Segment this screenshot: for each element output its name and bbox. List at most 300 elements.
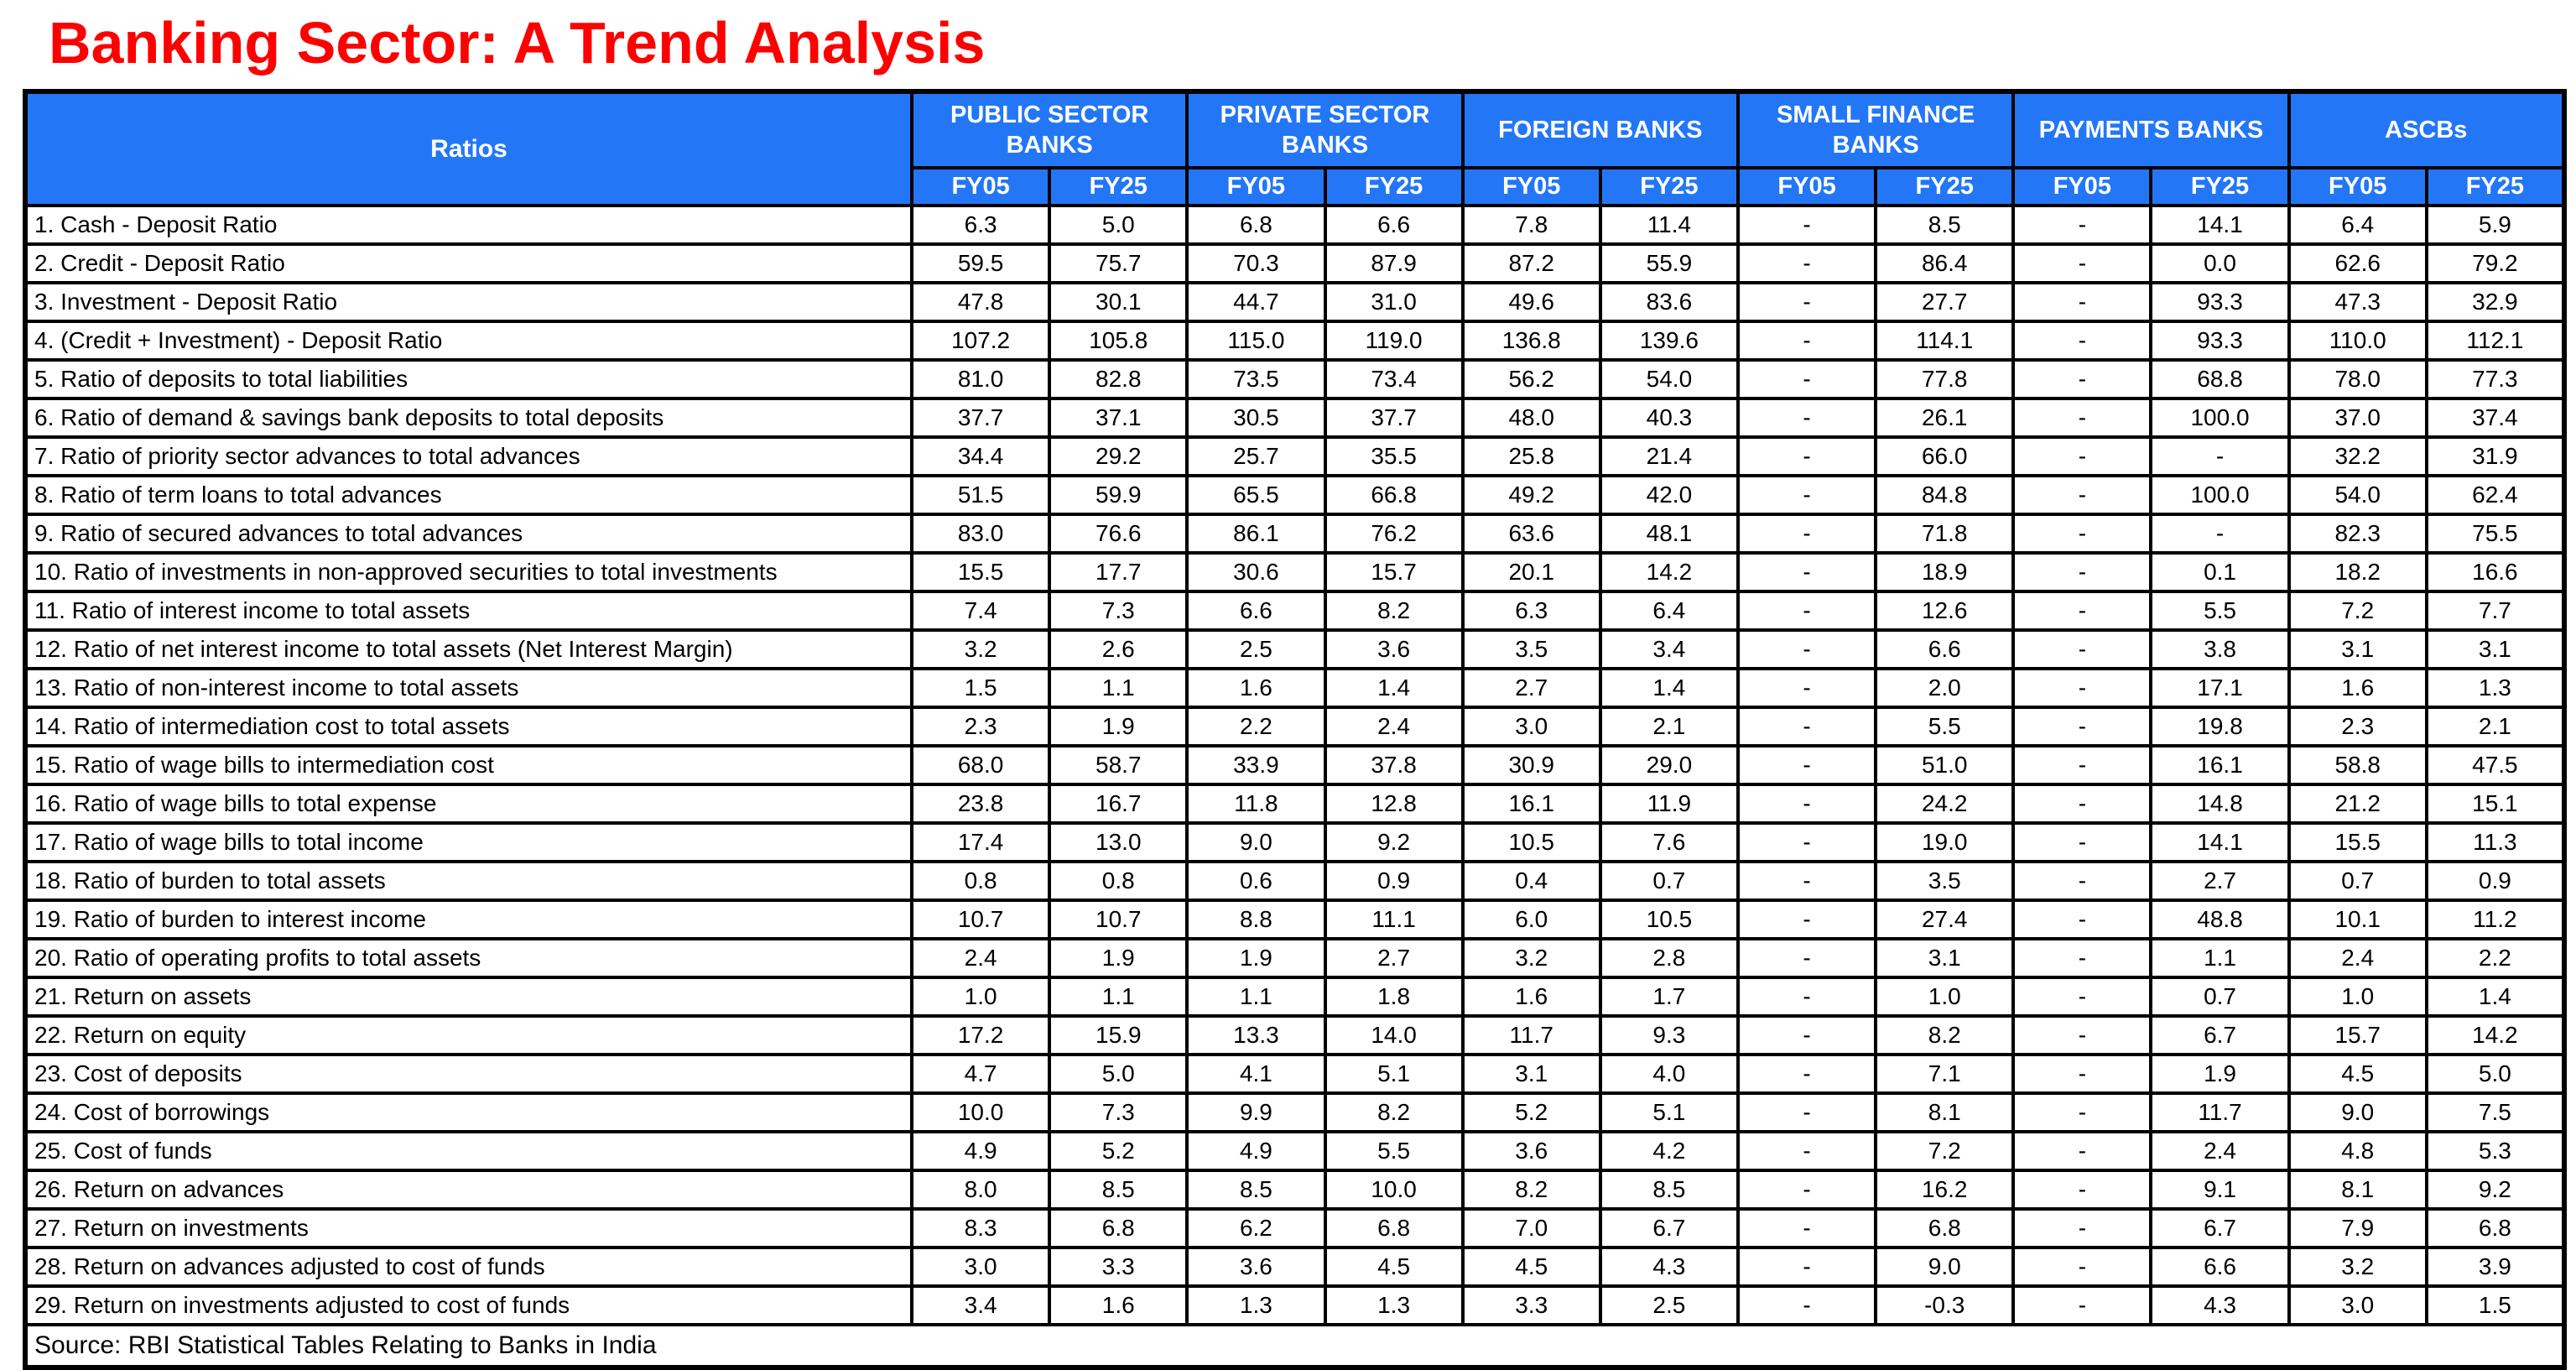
value-cell: 1.5 (2427, 1286, 2564, 1325)
value-cell: 11.9 (1600, 784, 1738, 823)
value-cell: 4.2 (1600, 1132, 1738, 1170)
row-label: 28. Return on advances adjusted to cost of funds (25, 1248, 912, 1286)
value-cell: 3.6 (1187, 1248, 1324, 1286)
value-cell: 4.1 (1187, 1055, 1324, 1093)
year-header: FY25 (1876, 168, 2013, 206)
value-cell: - (1738, 514, 1876, 553)
value-cell: 4.5 (1325, 1248, 1463, 1286)
value-cell: 18.2 (2289, 553, 2427, 591)
year-header: FY25 (1325, 168, 1463, 206)
value-cell: - (1738, 321, 1876, 360)
value-cell: 6.4 (1600, 591, 1738, 630)
value-cell: 8.5 (1876, 206, 2013, 244)
value-cell: 105.8 (1049, 321, 1187, 360)
value-cell: 3.0 (912, 1248, 1049, 1286)
value-cell: 40.3 (1600, 398, 1738, 437)
value-cell: 15.9 (1049, 1016, 1187, 1055)
value-cell: 84.8 (1876, 476, 2013, 514)
value-cell: 1.1 (1049, 669, 1187, 707)
value-cell: - (2013, 1248, 2151, 1286)
value-cell: 3.8 (2151, 630, 2288, 669)
page (0, 10, 2576, 1359)
value-cell: 31.0 (1325, 283, 1463, 321)
value-cell: 4.9 (912, 1132, 1049, 1170)
value-cell: 7.4 (912, 591, 1049, 630)
value-cell: - (2013, 1016, 2151, 1055)
value-cell: 1.9 (1049, 939, 1187, 977)
value-cell: 3.1 (1463, 1055, 1600, 1093)
value-cell: 1.1 (1049, 977, 1187, 1016)
value-cell: 14.2 (2427, 1016, 2564, 1055)
value-cell: - (1738, 244, 1876, 283)
value-cell: 29.0 (1600, 746, 1738, 784)
value-cell: 4.8 (2289, 1132, 2427, 1170)
value-cell: 2.2 (1187, 707, 1324, 746)
value-cell: 30.6 (1187, 553, 1324, 591)
value-cell: - (2013, 977, 2151, 1016)
value-cell: 1.0 (912, 977, 1049, 1016)
table-row (25, 1248, 2564, 1286)
value-cell: 37.7 (912, 398, 1049, 437)
source-note: Source: RBI Statistical Tables Relating to Banks in India (25, 1325, 2564, 1367)
row-label: 13. Ratio of non-interest income to total assets (25, 669, 912, 707)
value-cell: 48.1 (1600, 514, 1738, 553)
value-cell: 3.5 (1876, 862, 2013, 900)
value-cell: - (2013, 862, 2151, 900)
value-cell: 2.0 (1876, 669, 2013, 707)
value-cell: - (2013, 360, 2151, 398)
value-cell: 3.2 (912, 630, 1049, 669)
table-row (25, 398, 2564, 437)
value-cell: 2.4 (2151, 1132, 2288, 1170)
value-cell: 6.3 (1463, 591, 1600, 630)
value-cell: - (2013, 1093, 2151, 1132)
value-cell: 9.2 (1325, 823, 1463, 862)
value-cell: 17.4 (912, 823, 1049, 862)
value-cell: 4.0 (1600, 1055, 1738, 1093)
value-cell: 14.8 (2151, 784, 2288, 823)
value-cell: 47.8 (912, 283, 1049, 321)
table-row (25, 1055, 2564, 1093)
value-cell: 6.7 (2151, 1016, 2288, 1055)
value-cell: 58.7 (1049, 746, 1187, 784)
value-cell: - (1738, 1093, 1876, 1132)
value-cell: 3.1 (2289, 630, 2427, 669)
value-cell: 5.3 (2427, 1132, 2564, 1170)
value-cell: 1.9 (1049, 707, 1187, 746)
value-cell: 139.6 (1600, 321, 1738, 360)
value-cell: 7.5 (2427, 1093, 2564, 1132)
value-cell: 32.2 (2289, 437, 2427, 476)
value-cell: 9.1 (2151, 1170, 2288, 1209)
group-header: PRIVATE SECTOR BANKS (1187, 91, 1462, 168)
value-cell: 18.9 (1876, 553, 2013, 591)
value-cell: - (2013, 1170, 2151, 1209)
row-label: 27. Return on investments (25, 1209, 912, 1248)
table-row (25, 1209, 2564, 1248)
table-row (25, 900, 2564, 939)
value-cell: 6.2 (1187, 1209, 1324, 1248)
value-cell: 25.8 (1463, 437, 1600, 476)
value-cell: 76.2 (1325, 514, 1463, 553)
value-cell: 13.0 (1049, 823, 1187, 862)
value-cell: 2.1 (1600, 707, 1738, 746)
value-cell: 4.3 (1600, 1248, 1738, 1286)
value-cell: 65.5 (1187, 476, 1324, 514)
value-cell: 11.3 (2427, 823, 2564, 862)
value-cell: 5.9 (2427, 206, 2564, 244)
value-cell: 115.0 (1187, 321, 1324, 360)
value-cell: 2.4 (1325, 707, 1463, 746)
table-row (25, 476, 2564, 514)
value-cell: 6.7 (2151, 1209, 2288, 1248)
value-cell: 42.0 (1600, 476, 1738, 514)
value-cell: 136.8 (1463, 321, 1600, 360)
value-cell: 32.9 (2427, 283, 2564, 321)
value-cell: 23.8 (912, 784, 1049, 823)
value-cell: 73.4 (1325, 360, 1463, 398)
value-cell: 6.6 (1325, 206, 1463, 244)
value-cell: 15.5 (912, 553, 1049, 591)
value-cell: -0.3 (1876, 1286, 2013, 1325)
table-body (25, 206, 2564, 1325)
value-cell: 59.5 (912, 244, 1049, 283)
value-cell: - (2013, 707, 2151, 746)
value-cell: 76.6 (1049, 514, 1187, 553)
row-label: 16. Ratio of wage bills to total expense (25, 784, 912, 823)
source-row (25, 1325, 2564, 1367)
row-label: 22. Return on equity (25, 1016, 912, 1055)
value-cell: 31.9 (2427, 437, 2564, 476)
row-label: 19. Ratio of burden to interest income (25, 900, 912, 939)
value-cell: 110.0 (2289, 321, 2427, 360)
table-row (25, 437, 2564, 476)
value-cell: 8.8 (1187, 900, 1324, 939)
value-cell: - (1738, 206, 1876, 244)
value-cell: 5.0 (2427, 1055, 2564, 1093)
value-cell: 58.8 (2289, 746, 2427, 784)
group-header: PUBLIC SECTOR BANKS (912, 91, 1187, 168)
value-cell: 93.3 (2151, 283, 2288, 321)
value-cell: 15.7 (2289, 1016, 2427, 1055)
value-cell: 2.2 (2427, 939, 2564, 977)
value-cell: 1.0 (2289, 977, 2427, 1016)
row-label: 4. (Credit + Investment) - Deposit Ratio (25, 321, 912, 360)
year-header: FY05 (1738, 168, 1876, 206)
value-cell: 19.0 (1876, 823, 2013, 862)
value-cell: 1.6 (1463, 977, 1600, 1016)
value-cell: 35.5 (1325, 437, 1463, 476)
value-cell: 11.2 (2427, 900, 2564, 939)
value-cell: 87.9 (1325, 244, 1463, 283)
value-cell: - (1738, 553, 1876, 591)
value-cell: 48.8 (2151, 900, 2288, 939)
value-cell: 7.7 (2427, 591, 2564, 630)
value-cell: 10.0 (912, 1093, 1049, 1132)
value-cell: - (1738, 630, 1876, 669)
value-cell: 44.7 (1187, 283, 1324, 321)
value-cell: 7.6 (1600, 823, 1738, 862)
value-cell: 20.1 (1463, 553, 1600, 591)
value-cell: - (2013, 321, 2151, 360)
value-cell: 5.0 (1049, 1055, 1187, 1093)
value-cell: 1.3 (1187, 1286, 1324, 1325)
value-cell: - (1738, 476, 1876, 514)
value-cell: 83.0 (912, 514, 1049, 553)
value-cell: 0.8 (1049, 862, 1187, 900)
value-cell: 86.1 (1187, 514, 1324, 553)
value-cell: - (1738, 1209, 1876, 1248)
year-header: FY25 (2427, 168, 2564, 206)
ratios-column-header: Ratios (25, 91, 912, 206)
value-cell: 0.8 (912, 862, 1049, 900)
value-cell: - (1738, 707, 1876, 746)
value-cell: - (1738, 398, 1876, 437)
value-cell: 5.5 (2151, 591, 2288, 630)
table-header (25, 91, 2564, 206)
row-label: 24. Cost of borrowings (25, 1093, 912, 1132)
value-cell: 17.7 (1049, 553, 1187, 591)
value-cell: 14.2 (1600, 553, 1738, 591)
value-cell: 29.2 (1049, 437, 1187, 476)
value-cell: 7.3 (1049, 1093, 1187, 1132)
value-cell: 14.1 (2151, 206, 2288, 244)
header-row-groups (25, 91, 2564, 168)
value-cell: 7.1 (1876, 1055, 2013, 1093)
table-row (25, 244, 2564, 283)
value-cell: 51.0 (1876, 746, 2013, 784)
value-cell: 19.8 (2151, 707, 2288, 746)
value-cell: 26.1 (1876, 398, 2013, 437)
value-cell: 3.1 (2427, 630, 2564, 669)
value-cell: 5.1 (1600, 1093, 1738, 1132)
value-cell: 14.0 (1325, 1016, 1463, 1055)
value-cell: 56.2 (1463, 360, 1600, 398)
value-cell: 17.1 (2151, 669, 2288, 707)
value-cell: 37.7 (1325, 398, 1463, 437)
value-cell: 62.6 (2289, 244, 2427, 283)
row-label: 1. Cash - Deposit Ratio (25, 206, 912, 244)
value-cell: - (1738, 669, 1876, 707)
value-cell: 6.8 (1876, 1209, 2013, 1248)
value-cell: 0.9 (2427, 862, 2564, 900)
value-cell: 9.2 (2427, 1170, 2564, 1209)
value-cell: 1.7 (1600, 977, 1738, 1016)
value-cell: 6.0 (1463, 900, 1600, 939)
value-cell: 8.2 (1325, 591, 1463, 630)
value-cell: 1.1 (2151, 939, 2288, 977)
value-cell: 49.6 (1463, 283, 1600, 321)
value-cell: - (2013, 784, 2151, 823)
value-cell: 1.8 (1325, 977, 1463, 1016)
value-cell: 0.1 (2151, 553, 2288, 591)
row-label: 14. Ratio of intermediation cost to total assets (25, 707, 912, 746)
ratios-table (23, 89, 2567, 1370)
row-label: 7. Ratio of priority sector advances to total advances (25, 437, 912, 476)
value-cell: 0.6 (1187, 862, 1324, 900)
value-cell: 15.5 (2289, 823, 2427, 862)
value-cell: 3.3 (1463, 1286, 1600, 1325)
value-cell: 54.0 (1600, 360, 1738, 398)
value-cell: 4.5 (1463, 1248, 1600, 1286)
value-cell: 10.5 (1600, 900, 1738, 939)
value-cell: 3.2 (1463, 939, 1600, 977)
value-cell: 12.6 (1876, 591, 2013, 630)
value-cell: - (2013, 1132, 2151, 1170)
row-label: 21. Return on assets (25, 977, 912, 1016)
table-row (25, 206, 2564, 244)
value-cell: - (2151, 437, 2288, 476)
value-cell: 73.5 (1187, 360, 1324, 398)
value-cell: 2.8 (1600, 939, 1738, 977)
value-cell: 77.3 (2427, 360, 2564, 398)
value-cell: 6.4 (2289, 206, 2427, 244)
value-cell: 2.3 (2289, 707, 2427, 746)
value-cell: - (1738, 591, 1876, 630)
value-cell: 93.3 (2151, 321, 2288, 360)
value-cell: 11.7 (1463, 1016, 1600, 1055)
value-cell: - (2013, 746, 2151, 784)
value-cell: 8.5 (1600, 1170, 1738, 1209)
row-label: 10. Ratio of investments in non-approved securities to total investments (25, 553, 912, 591)
value-cell: 3.0 (2289, 1286, 2427, 1325)
value-cell: 9.9 (1187, 1093, 1324, 1132)
value-cell: - (2013, 437, 2151, 476)
value-cell: 1.1 (1187, 977, 1324, 1016)
value-cell: 3.1 (1876, 939, 2013, 977)
table-row (25, 1286, 2564, 1325)
value-cell: 2.6 (1049, 630, 1187, 669)
row-label: 9. Ratio of secured advances to total advances (25, 514, 912, 553)
value-cell: 68.0 (912, 746, 1049, 784)
value-cell: 77.8 (1876, 360, 2013, 398)
value-cell: 5.2 (1463, 1093, 1600, 1132)
value-cell: - (1738, 283, 1876, 321)
value-cell: 75.5 (2427, 514, 2564, 553)
value-cell: 47.3 (2289, 283, 2427, 321)
value-cell: 0.0 (2151, 244, 2288, 283)
group-header: SMALL FINANCE BANKS (1738, 91, 2013, 168)
value-cell: 0.7 (2289, 862, 2427, 900)
value-cell: 2.7 (1325, 939, 1463, 977)
value-cell: 6.8 (1049, 1209, 1187, 1248)
table-row (25, 630, 2564, 669)
value-cell: 30.5 (1187, 398, 1324, 437)
value-cell: - (1738, 1248, 1876, 1286)
value-cell: 27.4 (1876, 900, 2013, 939)
value-cell: 14.1 (2151, 823, 2288, 862)
value-cell: 1.4 (1325, 669, 1463, 707)
row-label: 17. Ratio of wage bills to total income (25, 823, 912, 862)
value-cell: 0.9 (1325, 862, 1463, 900)
value-cell: 7.3 (1049, 591, 1187, 630)
value-cell: 112.1 (2427, 321, 2564, 360)
value-cell: 3.0 (1463, 707, 1600, 746)
value-cell: 5.5 (1325, 1132, 1463, 1170)
value-cell: 5.2 (1049, 1132, 1187, 1170)
value-cell: 66.8 (1325, 476, 1463, 514)
table-row (25, 360, 2564, 398)
value-cell: 6.8 (1325, 1209, 1463, 1248)
value-cell: 75.7 (1049, 244, 1187, 283)
value-cell: 79.2 (2427, 244, 2564, 283)
value-cell: 7.0 (1463, 1209, 1600, 1248)
value-cell: 48.0 (1463, 398, 1600, 437)
value-cell: - (1738, 1055, 1876, 1093)
value-cell: 11.8 (1187, 784, 1324, 823)
value-cell: - (2013, 939, 2151, 977)
value-cell: 11.7 (2151, 1093, 2288, 1132)
value-cell: 1.0 (1876, 977, 2013, 1016)
value-cell: 8.5 (1049, 1170, 1187, 1209)
value-cell: 1.6 (1187, 669, 1324, 707)
table-row (25, 283, 2564, 321)
value-cell: 78.0 (2289, 360, 2427, 398)
value-cell: 10.0 (1325, 1170, 1463, 1209)
value-cell: 33.9 (1187, 746, 1324, 784)
value-cell: 37.8 (1325, 746, 1463, 784)
value-cell: 82.8 (1049, 360, 1187, 398)
table-row (25, 591, 2564, 630)
value-cell: 107.2 (912, 321, 1049, 360)
value-cell: 66.0 (1876, 437, 2013, 476)
value-cell: 49.2 (1463, 476, 1600, 514)
value-cell: 30.9 (1463, 746, 1600, 784)
year-header: FY05 (2289, 168, 2427, 206)
value-cell: 59.9 (1049, 476, 1187, 514)
value-cell: 87.2 (1463, 244, 1600, 283)
table-row (25, 707, 2564, 746)
value-cell: - (2151, 514, 2288, 553)
year-header: FY05 (1463, 168, 1600, 206)
value-cell: - (2013, 206, 2151, 244)
table-row (25, 977, 2564, 1016)
value-cell: - (1738, 823, 1876, 862)
value-cell: - (2013, 591, 2151, 630)
value-cell: 8.2 (1325, 1093, 1463, 1132)
value-cell: 3.9 (2427, 1248, 2564, 1286)
value-cell: 3.6 (1325, 630, 1463, 669)
value-cell: 6.8 (2427, 1209, 2564, 1248)
group-header: PAYMENTS BANKS (2013, 91, 2288, 168)
value-cell: 0.7 (1600, 862, 1738, 900)
value-cell: 1.9 (1187, 939, 1324, 977)
value-cell: 114.1 (1876, 321, 2013, 360)
value-cell: 9.0 (1187, 823, 1324, 862)
table-row (25, 823, 2564, 862)
value-cell: 6.6 (1876, 630, 2013, 669)
value-cell: - (1738, 1016, 1876, 1055)
value-cell: 71.8 (1876, 514, 2013, 553)
table-row (25, 1016, 2564, 1055)
value-cell: - (1738, 1132, 1876, 1170)
value-cell: 2.1 (2427, 707, 2564, 746)
value-cell: - (2013, 514, 2151, 553)
table-row (25, 1170, 2564, 1209)
value-cell: 3.2 (2289, 1248, 2427, 1286)
value-cell: - (2013, 669, 2151, 707)
value-cell: 6.7 (1600, 1209, 1738, 1248)
value-cell: 6.3 (912, 206, 1049, 244)
value-cell: 37.4 (2427, 398, 2564, 437)
value-cell: - (2013, 1209, 2151, 1248)
value-cell: - (1738, 862, 1876, 900)
value-cell: 70.3 (1187, 244, 1324, 283)
value-cell: 2.7 (2151, 862, 2288, 900)
year-header: FY05 (2013, 168, 2151, 206)
value-cell: 2.7 (1463, 669, 1600, 707)
value-cell: 47.5 (2427, 746, 2564, 784)
